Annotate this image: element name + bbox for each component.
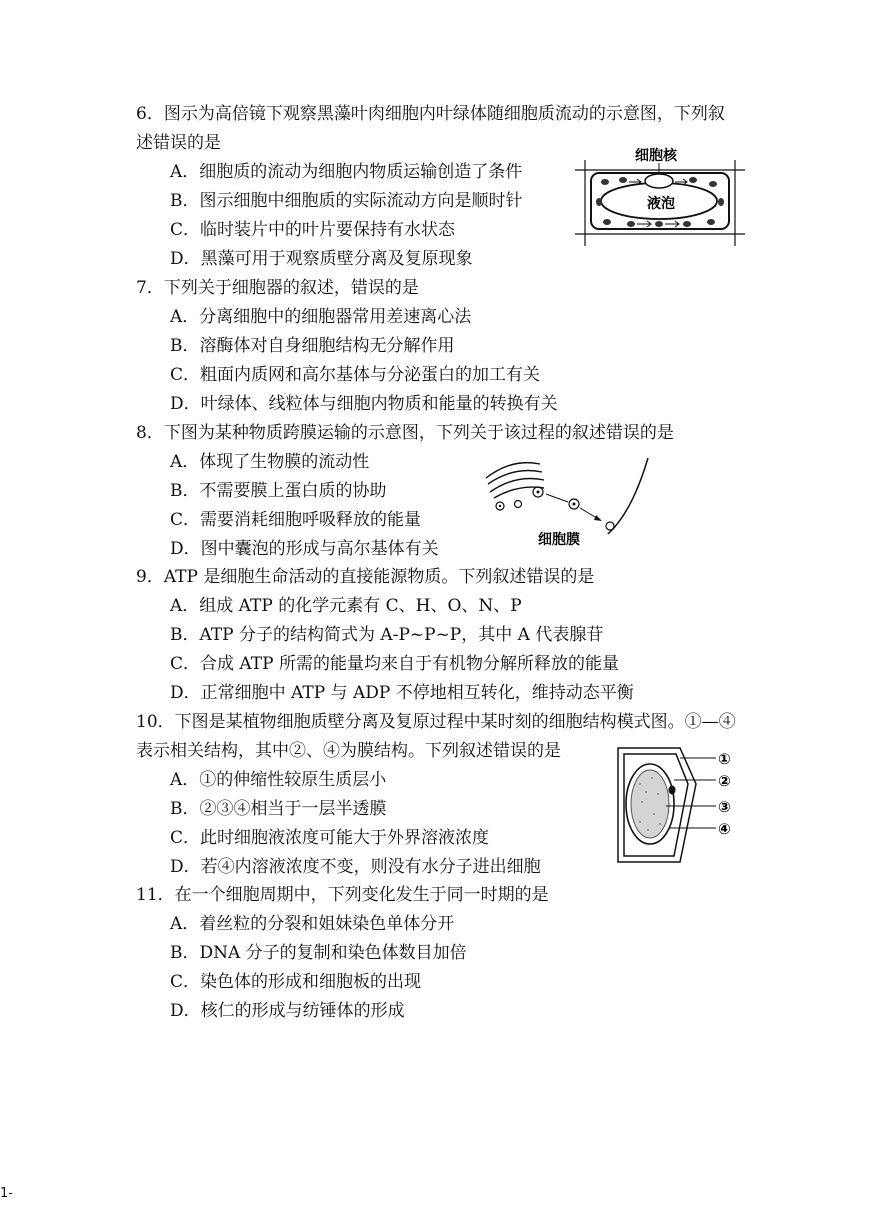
q7-option-a: A．分离细胞中的细胞器常用差速离心法 [170,307,472,327]
q9-stem: 9．ATP 是细胞生命活动的直接能源物质。下列叙述错误的是 [136,567,595,587]
q6-cell-figure [575,140,745,248]
q6-option-c: C．临时装片中的叶片要保持有水状态 [170,220,456,240]
q8-membrane-label: 细胞膜 [538,532,580,548]
q11-option-a: A．着丝粒的分裂和姐妹染色单体分开 [170,914,455,934]
q9-option-d: D．正常细胞中 ATP 与 ADP 不停地相互转化，维持动态平衡 [170,683,634,703]
golgi-apparatus [486,463,544,498]
q9-option-a: A．组成 ATP 的化学元素有 C、H、O、N、P [170,596,522,616]
q10-option-d: D．若④内溶液浓度不变，则没有水分子进出细胞 [170,857,541,877]
q10-plasmolysis-figure [612,744,742,868]
q6-option-a: A．细胞质的流动为细胞内物质运输创造了条件 [170,162,523,182]
vesicles [496,487,579,510]
q6-stem-line1: 6．图示为高倍镜下观察黑藻叶肉细胞内叶绿体随细胞质流动的示意图，下列叙 [136,104,725,124]
q10-label-4: ④ [718,820,731,838]
q8-option-a: A．体现了生物膜的流动性 [170,452,370,472]
q6-nucleus-label: 细胞核 [635,148,677,164]
q9-option-c: C．合成 ATP 所需的能量均来自于有机物分解所释放的能量 [170,654,619,674]
q10-option-a: A．①的伸缩性较原生质层小 [170,770,387,790]
q10-label-3: ③ [718,798,731,816]
q6-option-b: B．图示细胞中细胞质的实际流动方向是顺时针 [170,191,523,211]
q10-label-2: ② [718,772,731,790]
q11-option-c: C．染色体的形成和细胞板的出现 [170,972,422,992]
q8-vesicle-figure [482,452,652,552]
q6-stem-line2: 述错误的是 [136,133,221,153]
q8-stem: 8．下图为某种物质跨膜运输的示意图，下列关于该过程的叙述错误的是 [136,423,674,443]
q8-option-d: D．图中囊泡的形成与高尔基体有关 [170,539,439,559]
q10-label-1: ① [718,750,731,768]
q7-option-c: C．粗面内质网和高尔基体与分泌蛋白的加工有关 [170,365,541,385]
q7-stem: 7．下列关于细胞器的叙述，错误的是 [136,278,419,298]
q11-option-d: D．核仁的形成与纺锤体的形成 [170,1001,405,1021]
q10-option-c: C．此时细胞液浓度可能大于外界溶液浓度 [170,828,490,848]
cell-membrane-line [608,458,648,534]
q11-stem: 11．在一个细胞周期中，下列变化发生于同一时期的是 [136,885,549,905]
q8-option-b: B．不需要膜上蛋白质的协助 [170,481,387,501]
q7-option-b: B．溶酶体对自身细胞结构无分解作用 [170,336,455,356]
q6-option-d: D．黑藻可用于观察质壁分离及复原现象 [170,249,473,269]
q10-stem-line2: 表示相关结构，其中②、④为膜结构。下列叙述错误的是 [136,741,561,761]
q9-option-b: B．ATP 分子的结构简式为 A-P~P~P，其中 A 代表腺苷 [170,625,604,645]
q10-option-b: B．②③④相当于一层半透膜 [170,799,387,819]
q10-stem-line1: 10．下图是某植物细胞质壁分离及复原过程中某时刻的细胞结构模式图。①—④ [136,712,736,732]
q11-option-b: B．DNA 分子的复制和染色体数目加倍 [170,943,467,963]
q6-vacuole-label: 液泡 [647,196,675,212]
q7-option-d: D．叶绿体、线粒体与细胞内物质和能量的转换有关 [170,394,558,414]
q8-option-c: C．需要消耗细胞呼吸释放的能量 [170,510,422,530]
page-number: 1- [0,1186,13,1201]
